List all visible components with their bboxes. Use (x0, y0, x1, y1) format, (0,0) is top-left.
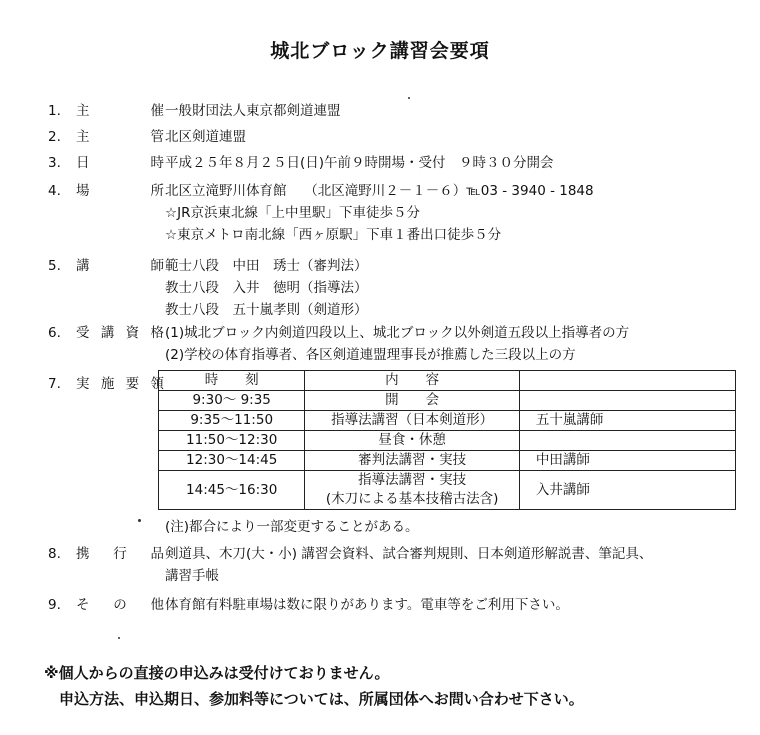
item-number: 1. (48, 103, 61, 119)
item-label-char: 所 (150, 183, 164, 199)
item-label-char: 主 (76, 129, 90, 145)
item-label-char: 領 (150, 376, 164, 392)
schedule-person: 五十嵐講師 (519, 411, 735, 431)
schedule-row (159, 431, 736, 451)
schedule-time: 11:50～12:30 (159, 431, 305, 451)
item-line: 一般財団法人東京都剣道連盟 (165, 103, 341, 119)
item-number: 8. (48, 546, 61, 562)
scan-speck (138, 519, 141, 522)
schedule-header-row (159, 371, 736, 391)
item-label (76, 126, 164, 149)
item-label-char: 資 (125, 325, 140, 341)
schedule-table-body (159, 371, 736, 510)
schedule-content-line: 指導法講習（日本剣道形） (331, 412, 494, 428)
schedule-time: 12:30～14:45 (159, 451, 305, 471)
schedule-content-line: (木刀による基本技稽古法含) (325, 491, 499, 507)
schedule-row (159, 391, 736, 411)
item-label-char: 主 (76, 103, 90, 119)
item-line: 教士八段 入井 徳明（指導法） (165, 280, 368, 296)
item-label (76, 180, 164, 203)
footer-line-2: 申込方法、申込期日、参加料等については、所属団体へお問い合わせ下さい。 (44, 690, 584, 708)
item-label-char: の (113, 597, 127, 613)
item-line: ☆JR京浜東北線「上中里駅」下車徒歩５分 (165, 205, 420, 221)
header-time: 時 刻 (159, 371, 305, 391)
item-label-char: 催 (150, 103, 164, 119)
item-line: 教士八段 五十嵐孝則（剣道形） (165, 302, 368, 318)
item-label (76, 543, 164, 566)
schedule-content-line: 指導法講習・実技 (358, 472, 467, 488)
item-label (76, 100, 164, 123)
item-label (76, 594, 164, 617)
item-number: 4. (48, 183, 61, 199)
item-number: 6. (48, 325, 61, 341)
item-label-char: 施 (100, 376, 115, 392)
item-body (165, 322, 755, 366)
schedule-person (519, 431, 735, 451)
item-body (165, 594, 755, 616)
schedule-content (305, 411, 520, 431)
schedule-note: (注)都合により一部変更することがある。 (165, 519, 419, 535)
item-label-char: 日 (76, 155, 90, 171)
item-label-char: 他 (150, 597, 164, 613)
item-label-char: 管 (150, 129, 164, 145)
footer-line-1: ※個人からの直接の申込みは受付けておりません。 (44, 664, 390, 682)
item-body (165, 152, 755, 174)
item-body (165, 100, 755, 122)
item-body (165, 543, 755, 587)
item-body (165, 255, 755, 321)
item-label-char: 携 (76, 546, 90, 562)
item-label-char: 講 (100, 325, 115, 341)
item-line: 体育館有料駐車場は数に限りがあります。電車等をご利用下さい。 (165, 597, 569, 613)
item-line: (1)城北ブロック内剣道四段以上、城北ブロック以外剣道五段以上指導者の方 (165, 325, 630, 341)
item-number: 5. (48, 258, 61, 274)
item-label-char: 受 (76, 325, 90, 341)
item-number: 7. (48, 376, 61, 392)
item-label-char: 場 (76, 183, 90, 199)
item-label-char: 品 (150, 546, 164, 562)
schedule-table (158, 370, 736, 510)
item-label-char: 講 (76, 258, 90, 274)
item-label-char: 要 (125, 376, 140, 392)
item-label (76, 255, 164, 278)
schedule-time: 14:45～16:30 (159, 471, 305, 510)
item-body (165, 180, 755, 246)
schedule-person: 中田講師 (519, 451, 735, 471)
item-line: 範士八段 中田 琇士（審判法） (165, 258, 368, 274)
item-label-char: そ (76, 597, 90, 613)
schedule-time: 9:30～ 9:35 (159, 391, 305, 411)
schedule-time: 9:35～11:50 (159, 411, 305, 431)
page-title: 城北ブロック講習会要項 (270, 40, 490, 62)
item-number: 2. (48, 129, 61, 145)
schedule-content-line: 審判法講習・実技 (358, 452, 467, 468)
scan-speck (118, 637, 120, 639)
item-label-char: 実 (76, 376, 90, 392)
item-label-char: 行 (113, 546, 127, 562)
schedule-content (305, 431, 520, 451)
item-line: 北区剣道連盟 (165, 129, 246, 145)
item-label (76, 373, 164, 396)
schedule-person (519, 391, 735, 411)
schedule-content-line: 昼食・休憩 (378, 432, 446, 448)
schedule-person: 入井講師 (519, 471, 735, 510)
schedule-content-line: 開 会 (385, 392, 440, 408)
header-content: 内 容 (305, 371, 520, 391)
schedule-content (305, 471, 520, 510)
schedule-row (159, 471, 736, 510)
item-body (165, 126, 755, 148)
scan-speck (408, 97, 410, 99)
schedule-row (159, 411, 736, 431)
item-label-char: 格 (150, 325, 164, 341)
schedule-content (305, 391, 520, 411)
schedule-row (159, 451, 736, 471)
item-label (76, 322, 164, 345)
item-line: ☆東京メトロ南北線「西ヶ原駅」下車１番出口徒歩５分 (165, 227, 502, 243)
item-line: 北区立滝野川体育館 （北区滝野川２－１－６）℡03 - 3940 - 1848 (165, 183, 594, 199)
item-label-char: 師 (150, 258, 164, 274)
header-person (519, 371, 735, 391)
item-line: 剣道具、木刀(大・小) 講習会資料、試合審判規則、日本剣道形解説書、筆記具、 (165, 546, 653, 562)
item-line: 平成２５年８月２５日(日)午前９時開場・受付 ９時３０分開会 (165, 155, 554, 171)
item-label-char: 時 (150, 155, 164, 171)
item-number: 9. (48, 597, 61, 613)
item-line: 講習手帳 (165, 568, 219, 584)
item-number: 3. (48, 155, 61, 171)
schedule-content (305, 451, 520, 471)
item-label (76, 152, 164, 175)
item-line: (2)学校の体育指導者、各区剣道連盟理事長が推薦した三段以上の方 (165, 347, 576, 363)
